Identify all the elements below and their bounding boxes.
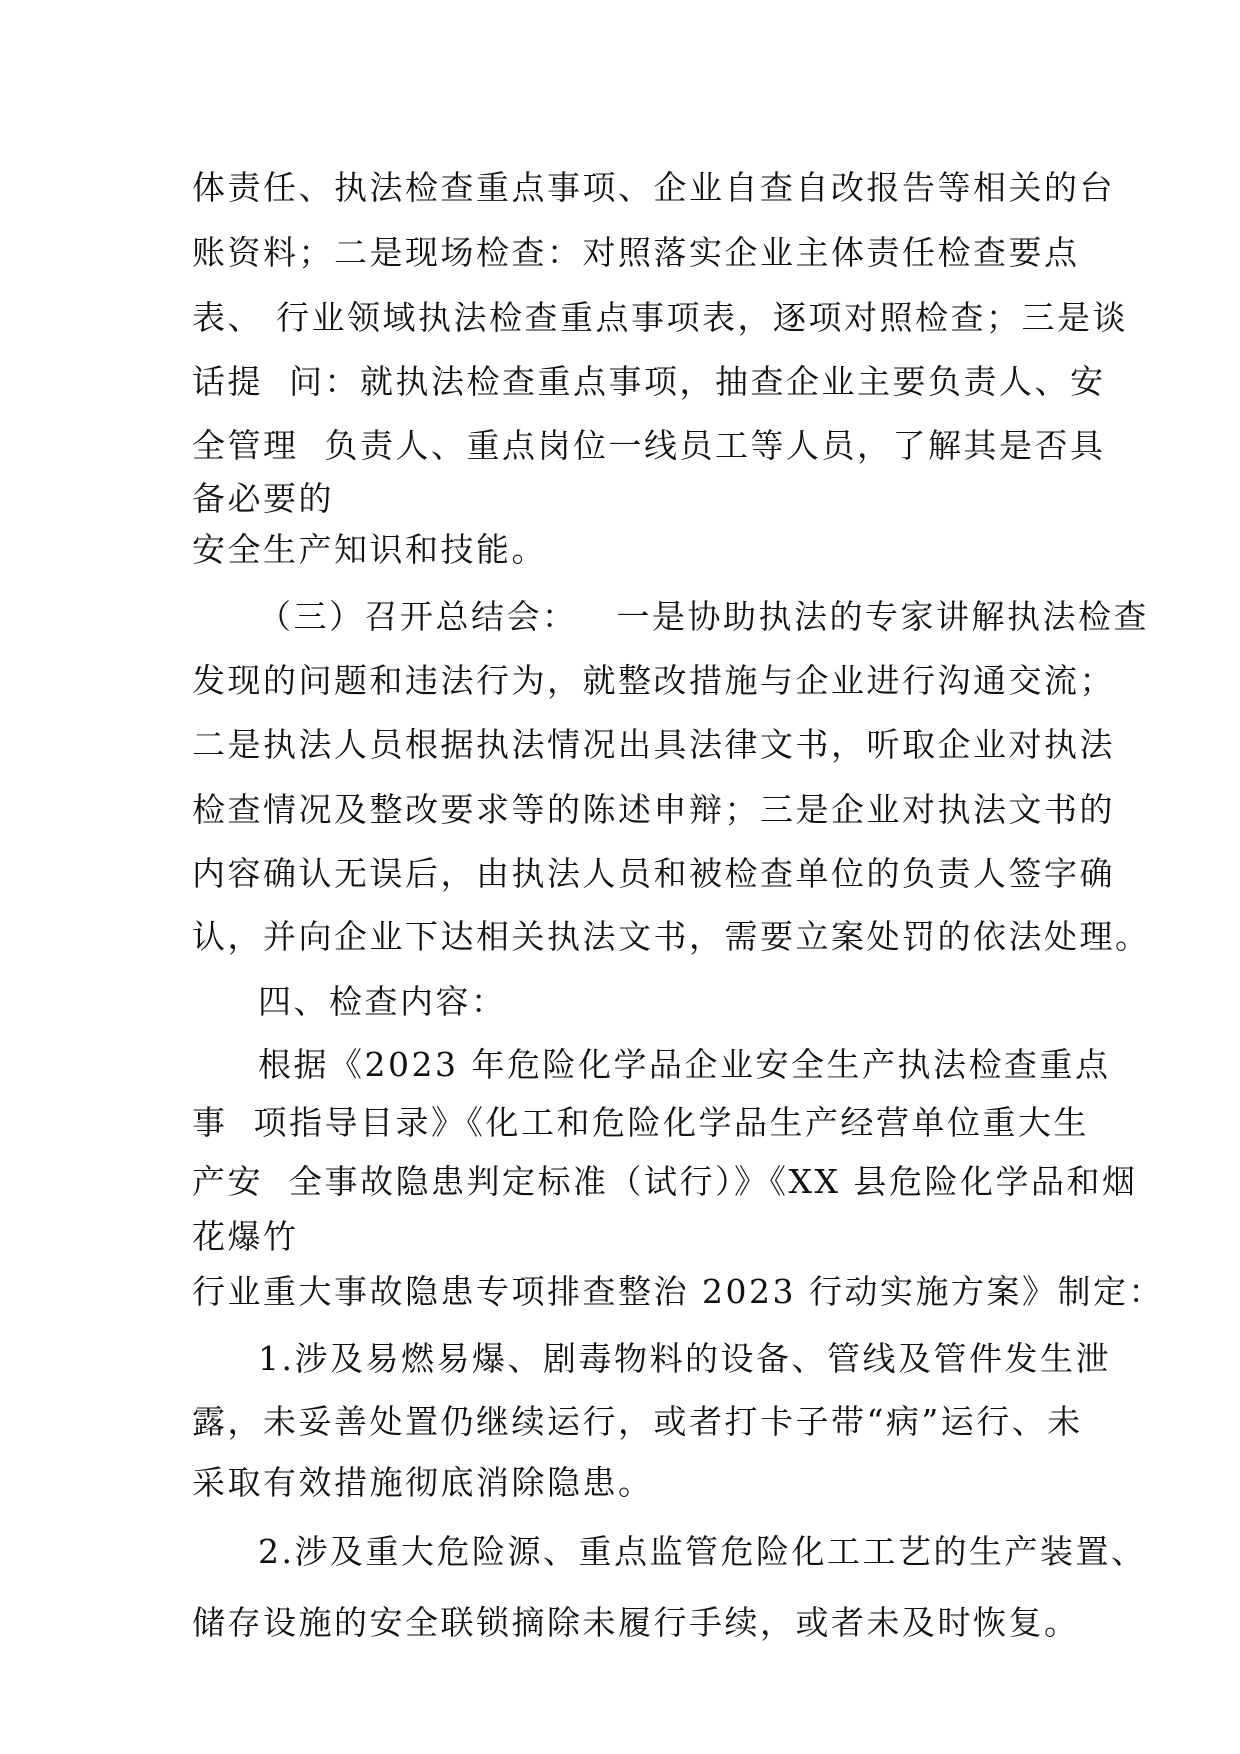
text-line: 备必要的	[192, 479, 334, 518]
text-line: 发现的问题和违法行为，就整改措施与企业进行沟通交流；	[192, 661, 1115, 700]
text-line: 全管理 负责人、重点岗位一线员工等人员，了解其是否具	[192, 426, 1106, 465]
list-item-1: 1.涉及易燃易爆、剧毒物料的设备、管线及管件发生泄	[258, 1339, 1111, 1378]
text-line: 行业重大事故隐患专项排查整治 2023 行动实施方案》制定：	[192, 1272, 1164, 1311]
text-line: 花爆竹	[192, 1217, 299, 1256]
text-line: 安全生产知识和技能。	[192, 530, 547, 569]
text-line: 储存设施的安全联锁摘除未履行手续，或者未及时恢复。	[192, 1603, 1080, 1642]
text-line: 检查情况及整改要求等的陈述申辩；三是企业对执法文书的	[192, 790, 1115, 829]
text-line: 产安 全事故隐患判定标准（试行）》《XX 县危险化学品和烟	[192, 1162, 1138, 1201]
text-line: 根据《2023 年危险化学品企业安全生产执法检查重点	[258, 1045, 1111, 1084]
text-line: 话提 问：就执法检查重点事项，抽查企业主要负责人、安	[192, 362, 1106, 401]
text-line: 账资料；二是现场检查：对照落实企业主体责任检查要点	[192, 233, 1080, 272]
list-item-2: 2.涉及重大危险源、重点监管危险化工工艺的生产装置、	[258, 1532, 1147, 1571]
text-line: 二是执法人员根据执法情况出具法律文书，听取企业对执法	[192, 725, 1115, 764]
text-line: 体责任、执法检查重点事项、企业自查自改报告等相关的台	[192, 168, 1115, 207]
section-heading-inspection-content: 四、检查内容：	[258, 982, 507, 1021]
text-line: 露，未妥善处置仍继续运行，或者打卡子带“病”运行、未	[192, 1402, 1083, 1441]
text-line: 采取有效措施彻底消除隐患。	[192, 1463, 654, 1502]
text-line: 认，并向企业下达相关执法文书，需要立案处罚的依法处理。	[192, 917, 1151, 956]
text-line: 内容确认无误后，由执法人员和被检查单位的负责人签字确	[192, 854, 1115, 893]
text-line: 表、 行业领域执法检查重点事项表，逐项对照检查；三是谈	[192, 298, 1128, 337]
text-line: 事 项指导目录》《化工和危险化学品生产经营单位重大生	[192, 1103, 1089, 1142]
section-heading-summary-meeting: （三）召开总结会： 一是协助执法的专家讲解执法检查	[258, 597, 1149, 636]
